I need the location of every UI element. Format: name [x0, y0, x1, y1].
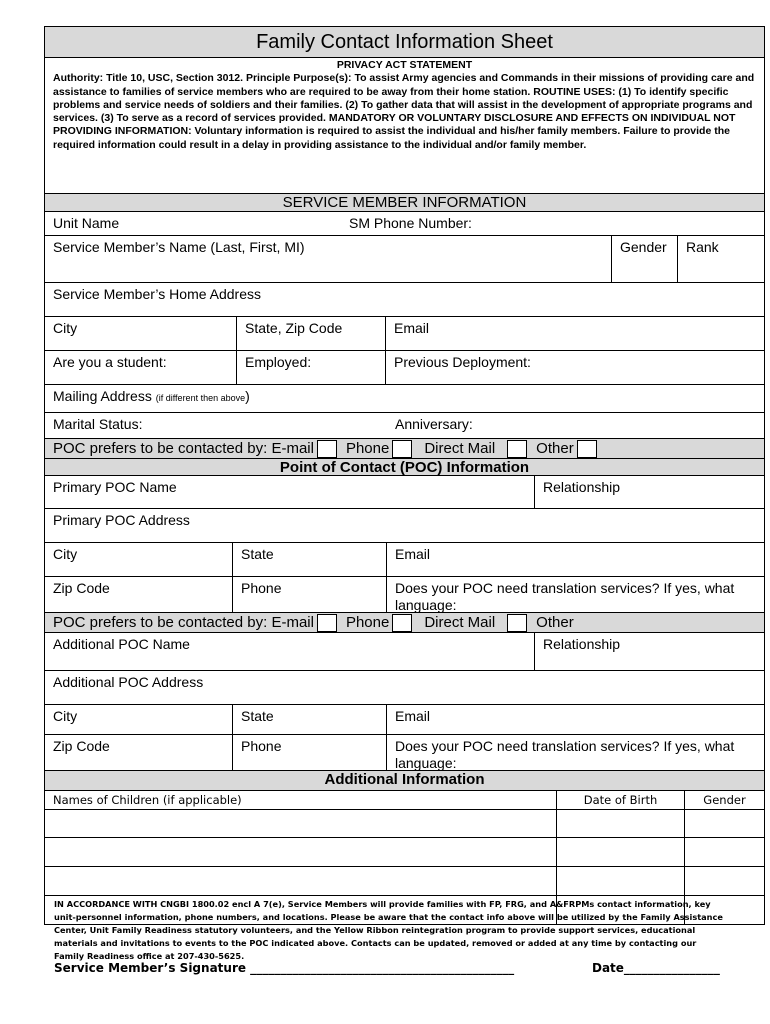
children-header-row — [45, 790, 764, 809]
unit-name-field[interactable]: Unit Name — [53, 215, 120, 231]
child-gender-cell[interactable] — [684, 810, 764, 837]
poc-state-field[interactable]: State — [232, 543, 386, 576]
mailing-address-field[interactable] — [45, 385, 764, 412]
poc-phone-field[interactable]: Phone — [232, 577, 386, 612]
poc-section-row — [45, 458, 764, 475]
additional-section-header: Additional Information — [324, 771, 485, 788]
additional-section-row — [45, 770, 764, 790]
poc-zip-row — [45, 576, 764, 612]
signature-line[interactable]: Service Member’s Signature ____________________________________________ — [54, 961, 515, 975]
footer-notice: IN ACCORDANCE WITH CNGBI 1800.02 encl A 7(e), Service Members will provide families with FP, FRG, and A&FRPMs contact information, key unit-personnel information, phone numbers, and locations. Please be aware that the contact info above will be utilized by the Family Assistance Center, Unit Family Readiness statutory volunteers, and the Yellow Ribbon reintegration program to provide support services, educational materials and invitations to events to the POC indicated above. Contacts can be updated, removed or added at any time by contacting our Family Readiness office at 207-430-5625. — [54, 899, 723, 961]
privacy-body: Authority: Title 10, USC, Section 3012. Principle Purpose(s): To assist Army agencies and Commands in their missions of providing care and assistance to families of service members who are required to be away from their home station. ROUTINE USES: (1) To identify specific problems and service needs of soldiers and their families. (2) To gather data that will assist in the development of appropriate programs and services. (3) To serve as a record of services provided. MANDATORY OR VOLUNTARY DISCLOSURE AND EFFECTS ON INDIVIDUAL NOT PROVIDING INFORMATION: Voluntary information is required to assist the individual and his/her family members. Failure to provide the required information could result in a delay in providing assistance to the individual and/or family member. — [53, 72, 755, 151]
sm-city-row — [45, 316, 764, 350]
sm-name-row — [45, 235, 764, 282]
child-gender-cell[interactable] — [684, 867, 764, 895]
marital-row — [45, 412, 764, 438]
mailing-note: (if different then above — [155, 393, 246, 403]
sm-section-row — [45, 193, 764, 211]
pref1-other-checkbox[interactable] — [577, 440, 597, 458]
anniversary-field[interactable]: Anniversary: — [395, 416, 473, 432]
add-state-field[interactable]: State — [232, 705, 386, 734]
children-gender-header: Gender — [684, 791, 764, 809]
date-line[interactable]: Date________________ — [592, 961, 720, 975]
pref1-label: POC prefers to be contacted by: E-mail — [53, 440, 314, 457]
mailing-label: Mailing Address — [53, 388, 152, 404]
pref2-phone-label: Phone — [345, 614, 390, 631]
contact-form — [44, 26, 765, 925]
child-name-cell[interactable] — [45, 838, 556, 866]
table-row — [45, 837, 764, 866]
contact-pref-1 — [45, 439, 764, 458]
rank-field[interactable]: Rank — [677, 236, 764, 282]
child-gender-cell[interactable] — [684, 838, 764, 866]
child-dob-cell[interactable] — [556, 867, 684, 895]
pref1-phone-label: Phone — [345, 440, 390, 457]
contact-pref-2 — [45, 613, 764, 632]
pref2-other-label: Other — [536, 614, 574, 631]
poc-section-header: Point of Contact (POC) Information — [279, 459, 530, 476]
poc-city-row — [45, 542, 764, 576]
primary-relationship-field[interactable]: Relationship — [534, 476, 764, 508]
mailing-close: ) — [245, 388, 250, 404]
primary-address-row — [45, 508, 764, 542]
sm-name-field[interactable]: Service Member’s Name (Last, First, MI) — [53, 239, 305, 255]
additional-address-row — [45, 670, 764, 704]
pref1-other-label: Other — [536, 440, 574, 457]
marital-status-field[interactable]: Marital Status: — [53, 416, 143, 432]
pref2-email-checkbox[interactable] — [317, 614, 337, 632]
student-field[interactable]: Are you a student: — [53, 354, 167, 370]
add-email-field[interactable]: Email — [386, 705, 764, 734]
children-dob-header: Date of Birth — [556, 791, 684, 809]
gender-field[interactable]: Gender — [611, 236, 677, 282]
poc-email-field[interactable]: Email — [386, 543, 764, 576]
employed-field[interactable]: Employed: — [236, 351, 385, 384]
poc-translation-field[interactable]: Does your POC need translation services? If yes, what language: — [386, 577, 764, 612]
privacy-statement — [45, 58, 764, 193]
pref2-label: POC prefers to be contacted by: E-mail — [53, 614, 314, 631]
additional-poc-address-field[interactable]: Additional POC Address — [53, 674, 204, 690]
home-address-field[interactable]: Service Member’s Home Address — [53, 286, 262, 302]
sm-city-field[interactable]: City — [53, 320, 78, 336]
pref1-phone-checkbox[interactable] — [392, 440, 412, 458]
child-dob-cell[interactable] — [556, 838, 684, 866]
child-name-cell[interactable] — [45, 810, 556, 837]
primary-poc-name-field[interactable]: Primary POC Name — [53, 479, 177, 495]
sm-state-zip-field[interactable]: State, Zip Code — [236, 317, 385, 350]
unit-row — [45, 211, 764, 235]
children-names-header: Names of Children (if applicable) — [53, 793, 242, 807]
pref2-phone-checkbox[interactable] — [392, 614, 412, 632]
child-name-cell[interactable] — [45, 867, 556, 895]
table-row — [45, 809, 764, 837]
pref1-direct-checkbox[interactable] — [507, 440, 527, 458]
additional-poc-row — [45, 632, 764, 670]
home-address-row — [45, 282, 764, 316]
privacy-row — [45, 57, 764, 193]
add-zip-row — [45, 734, 764, 770]
child-dob-cell[interactable] — [556, 810, 684, 837]
contact-pref-row-2 — [45, 612, 764, 632]
sm-section-header: SERVICE MEMBER INFORMATION — [282, 194, 527, 211]
pref1-direct-label: Direct Mail — [424, 440, 496, 457]
prev-deployment-field[interactable]: Previous Deployment: — [385, 351, 764, 384]
student-row — [45, 350, 764, 384]
table-row — [45, 866, 764, 895]
poc-zip-field[interactable]: Zip Code — [53, 580, 110, 596]
additional-relationship-field[interactable]: Relationship — [534, 633, 764, 670]
sm-phone-field[interactable]: SM Phone Number: — [349, 215, 472, 231]
privacy-heading: PRIVACY ACT STATEMENT — [336, 59, 473, 71]
additional-poc-name-field[interactable]: Additional POC Name — [53, 636, 190, 652]
mailing-row — [45, 384, 764, 412]
add-translation-field[interactable]: Does your POC need translation services? If yes, what language: — [386, 735, 764, 770]
add-city-field[interactable]: City — [53, 708, 78, 724]
add-zip-field[interactable]: Zip Code — [53, 738, 110, 754]
sm-email-field[interactable]: Email — [385, 317, 764, 350]
contact-pref-row-1 — [45, 438, 764, 458]
pref2-direct-checkbox[interactable] — [507, 614, 527, 632]
add-phone-field[interactable]: Phone — [232, 735, 386, 770]
add-city-row — [45, 704, 764, 734]
primary-poc-row — [45, 475, 764, 508]
pref1-email-checkbox[interactable] — [317, 440, 337, 458]
primary-poc-address-field[interactable]: Primary POC Address — [53, 512, 190, 528]
poc-city-field[interactable]: City — [53, 546, 78, 562]
pref2-direct-label: Direct Mail — [424, 614, 496, 631]
page-title: Family Contact Information Sheet — [256, 31, 553, 53]
title-row — [45, 27, 764, 57]
